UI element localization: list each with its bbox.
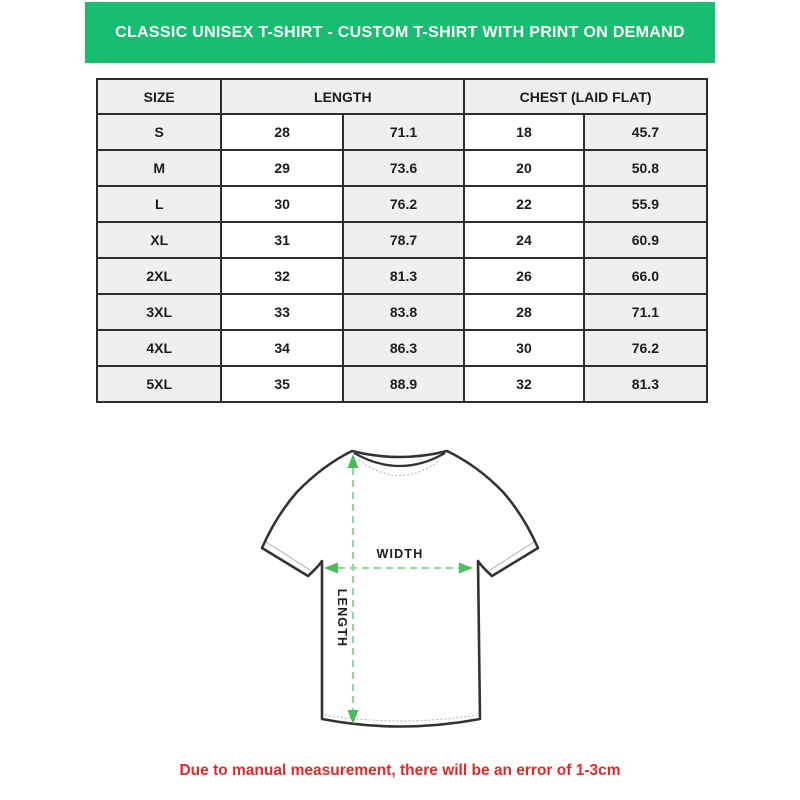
product-title-banner [85, 2, 715, 63]
size-column-header: SIZE [97, 79, 221, 114]
table-row [97, 150, 707, 186]
table-row [97, 330, 707, 366]
chest-cm-cell: 66.0 [584, 258, 707, 294]
chest-cm-cell: 55.9 [584, 186, 707, 222]
chest-in-cell: 18 [464, 114, 584, 150]
measurement-note: Due to manual measurement, there will be an error of 1-3cm [179, 762, 621, 779]
chest-cm-cell: 60.9 [584, 222, 707, 258]
chest-in-cell: 26 [464, 258, 584, 294]
chest-cm-cell: 50.8 [584, 150, 707, 186]
chest-cm-cell: 76.2 [584, 330, 707, 366]
table-row [97, 366, 707, 402]
length-in-cell: 32 [221, 258, 342, 294]
chest-in-cell: 32 [464, 366, 584, 402]
chest-cm-cell: 81.3 [584, 366, 707, 402]
length-cm-cell: 78.7 [343, 222, 464, 258]
chest-in-cell: 24 [464, 222, 584, 258]
table-row [97, 114, 707, 150]
length-cm-cell: 76.2 [343, 186, 464, 222]
table-row [97, 258, 707, 294]
tshirt-diagram [250, 428, 550, 740]
length-in-cell: 33 [221, 294, 342, 330]
table-header-row [97, 79, 707, 114]
length-in-cell: 34 [221, 330, 342, 366]
size-cell: M [97, 150, 221, 186]
tshirt-outline [262, 451, 538, 727]
product-title: CLASSIC UNISEX T-SHIRT - CUSTOM T-SHIRT WITH PRINT ON DEMAND [115, 23, 685, 41]
size-cell: 4XL [97, 330, 221, 366]
table-row [97, 294, 707, 330]
length-cm-cell: 81.3 [343, 258, 464, 294]
length-cm-cell: 71.1 [343, 114, 464, 150]
length-in-cell: 28 [221, 114, 342, 150]
size-cell: L [97, 186, 221, 222]
chest-in-cell: 20 [464, 150, 584, 186]
length-cm-cell: 86.3 [343, 330, 464, 366]
chest-cm-cell: 45.7 [584, 114, 707, 150]
size-cell: 2XL [97, 258, 221, 294]
chest-in-cell: 22 [464, 186, 584, 222]
table-row [97, 186, 707, 222]
length-cm-cell: 73.6 [343, 150, 464, 186]
table-row [97, 222, 707, 258]
length-in-cell: 31 [221, 222, 342, 258]
length-in-cell: 35 [221, 366, 342, 402]
length-in-cell: 30 [221, 186, 342, 222]
chest-column-header: CHEST (LAID FLAT) [464, 79, 707, 114]
size-cell: 5XL [97, 366, 221, 402]
length-column-header: LENGTH [221, 79, 464, 114]
length-label: LENGTH [335, 588, 349, 648]
chest-cm-cell: 71.1 [584, 294, 707, 330]
width-label: WIDTH [376, 547, 424, 561]
size-cell: XL [97, 222, 221, 258]
length-in-cell: 29 [221, 150, 342, 186]
size-cell: S [97, 114, 221, 150]
size-chart-table [96, 78, 708, 403]
length-cm-cell: 88.9 [343, 366, 464, 402]
chest-in-cell: 30 [464, 330, 584, 366]
length-cm-cell: 83.8 [343, 294, 464, 330]
chest-in-cell: 28 [464, 294, 584, 330]
size-cell: 3XL [97, 294, 221, 330]
